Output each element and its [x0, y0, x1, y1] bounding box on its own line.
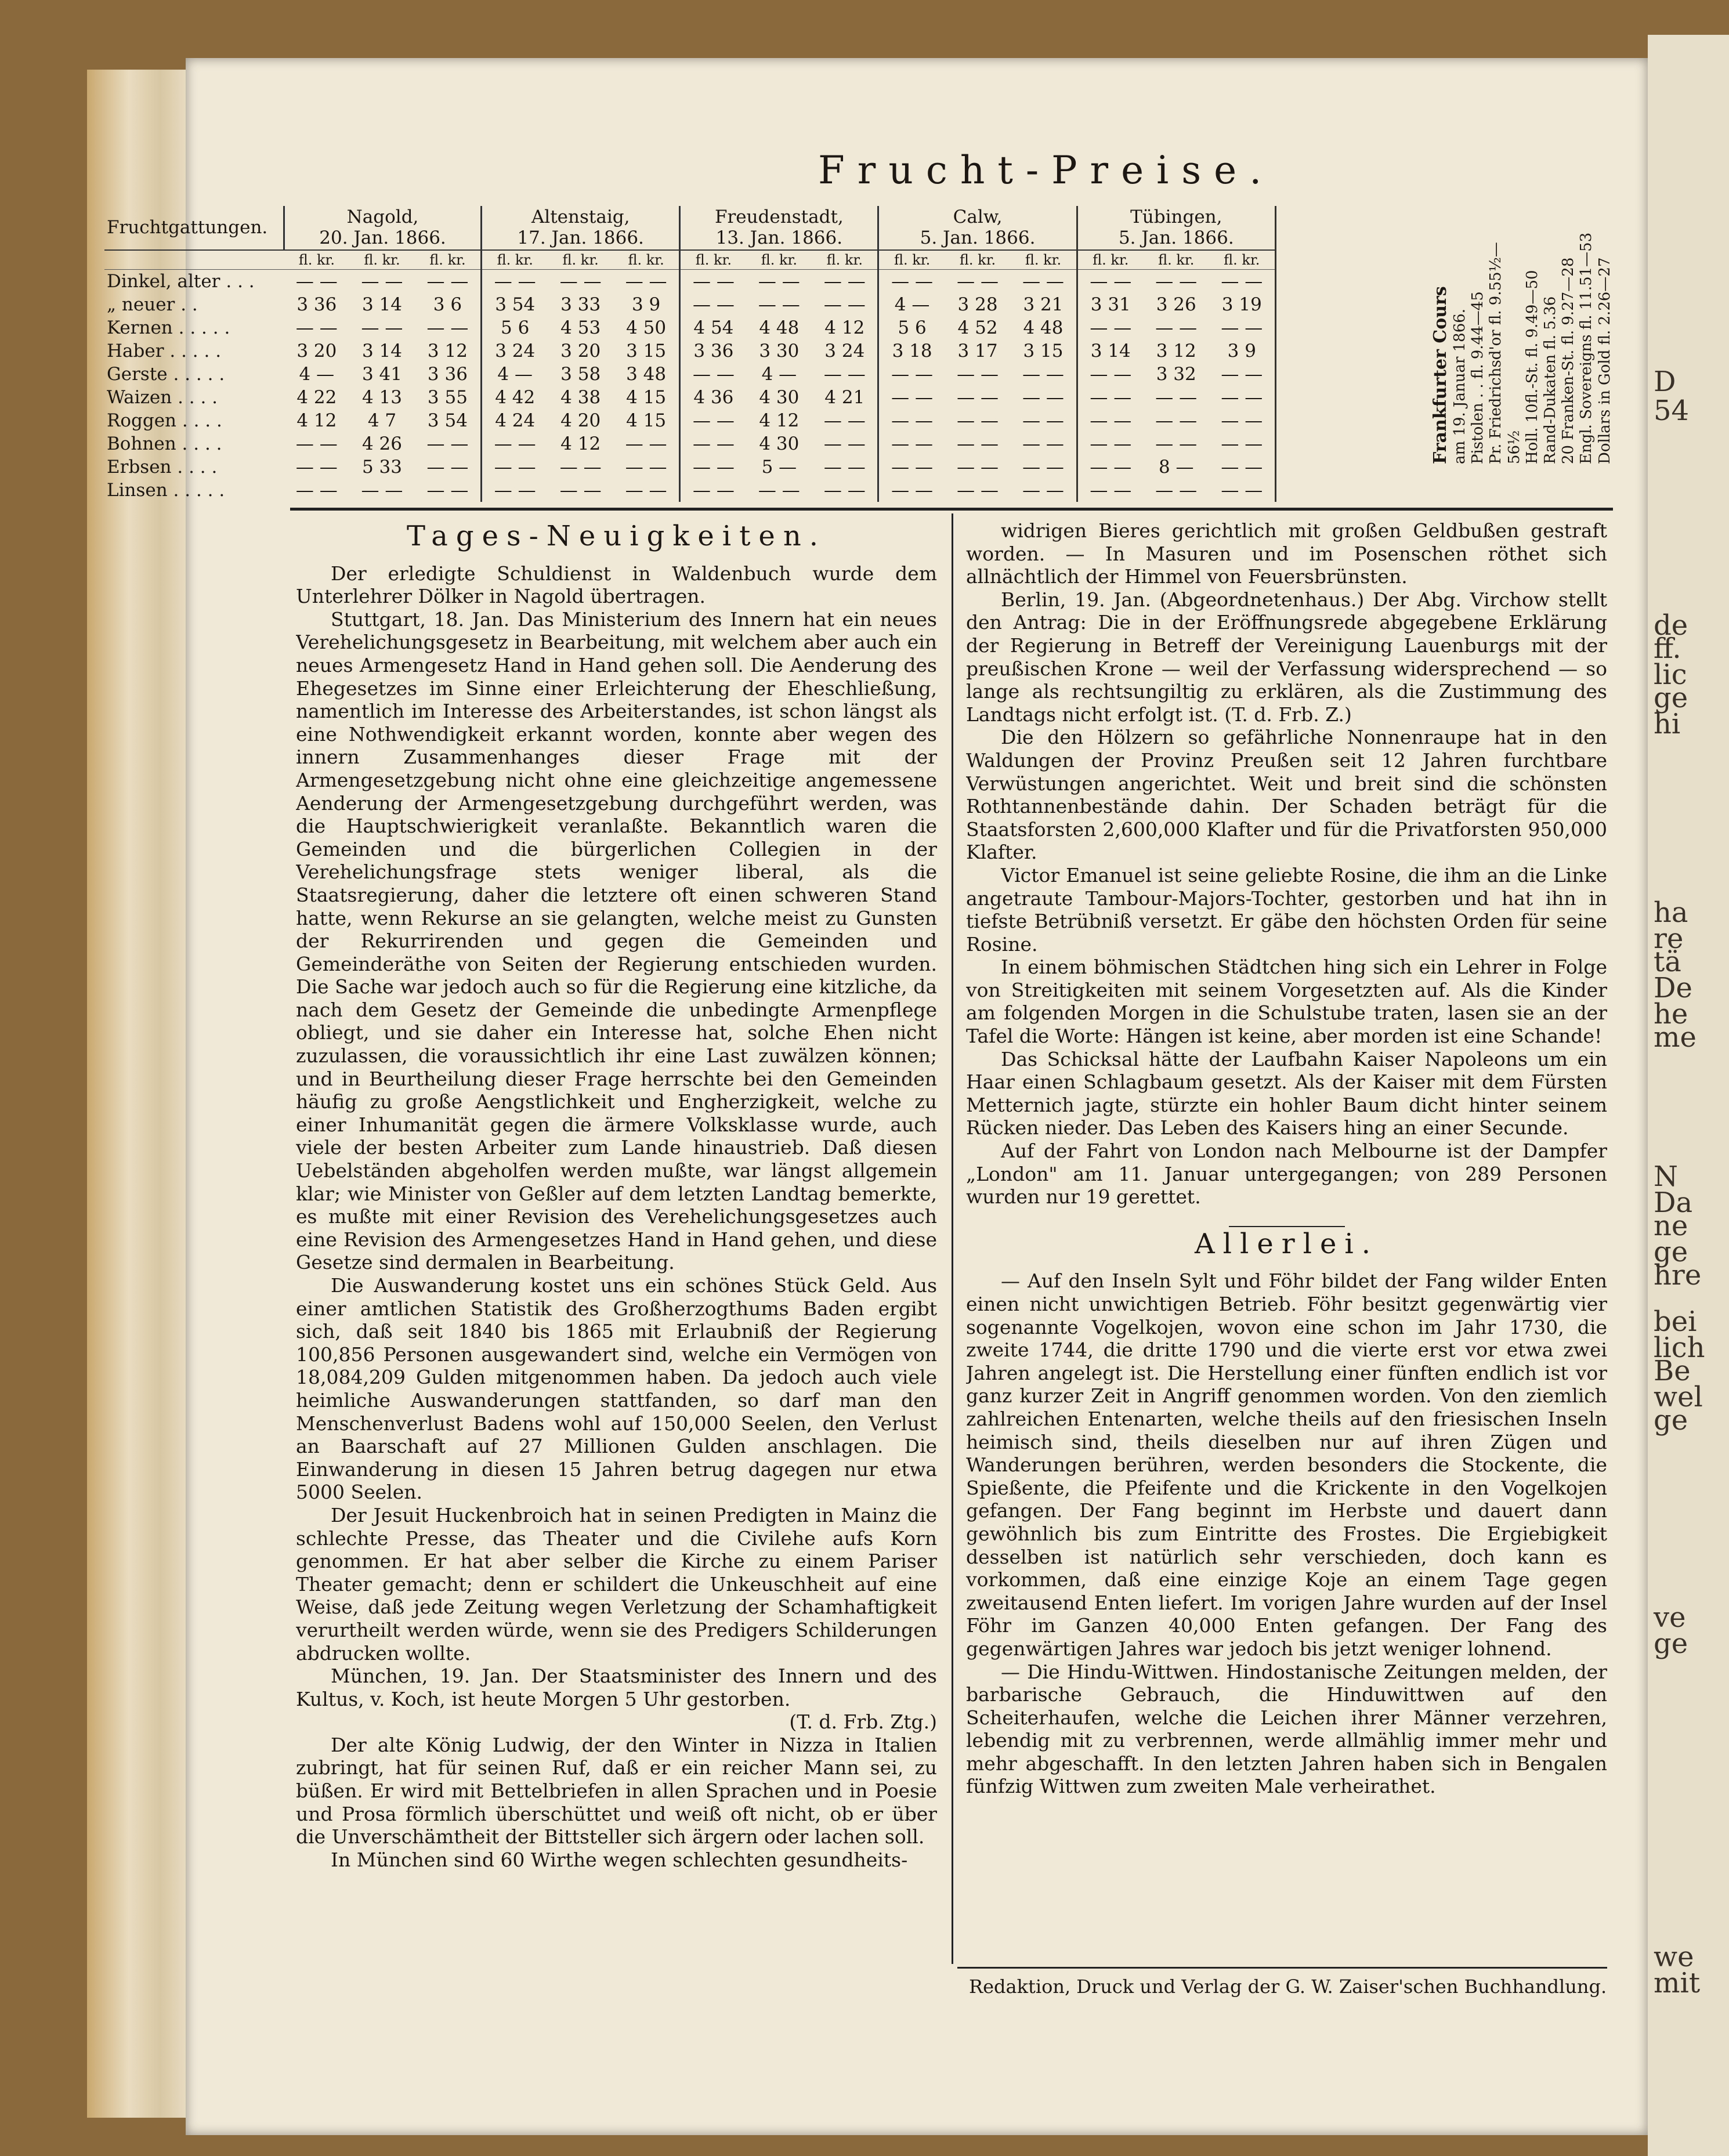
edge-fragment: ge — [1654, 1404, 1688, 1437]
edge-fragment: ff. — [1654, 632, 1681, 665]
price-cell: — — — [1209, 270, 1276, 294]
price-cell: 3 28 — [957, 294, 998, 316]
grain-name: Erbsen . . . . — [107, 457, 218, 478]
price-cell: 3 9 — [1209, 339, 1276, 363]
edge-fragment: hre — [1654, 1259, 1702, 1292]
price-cell: 3 21 — [1010, 293, 1077, 316]
price-cell: — — — [957, 433, 999, 455]
price-cell: 5 — — [761, 457, 797, 478]
price-cell: — — — [1090, 433, 1132, 455]
edge-fragment: De — [1654, 972, 1692, 1004]
price-cell: 3 36 — [693, 341, 734, 362]
price-cell: 4 15 — [613, 409, 680, 432]
edge-fragment: bei — [1654, 1305, 1697, 1338]
price-cell: 4 53 — [560, 317, 601, 339]
unit-label: fl. kr. — [878, 250, 945, 270]
exchange-line: Engl. Sovereigns fl. 11.51—53 — [1578, 232, 1596, 464]
article-paragraph: widrigen Bieres gerichtlich mit großen Geldbußen gestraft worden. — In Masuren und im Posenschen röthet sich allnächtlich der Himmel von Feuersbrünsten. — [966, 519, 1607, 588]
price-cell: 3 19 — [1209, 293, 1276, 316]
price-cell: 3 6 — [415, 293, 482, 316]
price-cell: — — — [1209, 409, 1276, 432]
edge-fragment: ne — [1654, 1210, 1688, 1242]
price-cell: 3 20 — [296, 341, 337, 362]
price-cell: — — — [1209, 479, 1276, 502]
edge-fragment: wel — [1654, 1381, 1703, 1413]
price-cell: — — — [957, 410, 999, 432]
price-cell: — — — [559, 480, 602, 501]
price-cell: — — — [692, 294, 735, 316]
price-cell: 3 36 — [415, 363, 482, 386]
price-cell: 4 12 — [759, 410, 800, 432]
edge-fragment: de — [1654, 609, 1688, 642]
price-cell: 4 22 — [296, 387, 337, 408]
price-cell: — — — [613, 479, 680, 502]
price-cell: — — — [891, 410, 934, 432]
article-paragraph: — Die Hindu-Wittwen. Hindostanische Zeitungen melden, der barbarische Gebrauch, die Hinduwittwen auf den Scheiterhaufen, welche die Leichen ihrer Männer verzehren, lebendig mit zu verbrennen, werde allmählig immer mehr und mehr abgeschafft. In den letzten Jahren haben sich in Bengalen fünfzig Wittwen zum zweiten Male verheirathet. — [966, 1660, 1607, 1798]
price-cell: 4 21 — [812, 386, 878, 409]
unit-label: fl. kr. — [1209, 250, 1276, 270]
price-cell: — — — [295, 480, 338, 501]
edge-fragment: Da — [1654, 1186, 1693, 1219]
edge-fragment: ha — [1654, 896, 1688, 929]
price-cell: — — — [1090, 317, 1132, 339]
edge-fragment: ge — [1654, 1236, 1688, 1268]
price-cell: 4 — — [497, 364, 533, 385]
unit-label: fl. kr. — [1077, 250, 1144, 270]
grain-name: Kernen . . . . . — [107, 317, 230, 339]
grain-name: Linsen . . . . . — [107, 480, 225, 501]
price-cell: — — — [295, 271, 338, 292]
price-cell: 3 15 — [613, 339, 680, 363]
price-cell: — — — [957, 364, 999, 385]
exchange-date: am 19. Januar 1866. — [1451, 308, 1468, 464]
price-cell: — — — [692, 271, 735, 292]
price-cell: — — — [494, 457, 536, 478]
edge-fragment: ge — [1654, 1627, 1688, 1660]
price-cell: — — — [1010, 386, 1077, 409]
unit-label: fl. kr. — [945, 250, 1011, 270]
grain-name: Waizen . . . . — [107, 387, 218, 408]
unit-label: fl. kr. — [680, 250, 747, 270]
unit-label: fl. kr. — [812, 250, 878, 270]
edge-fragment: re — [1654, 923, 1684, 955]
price-cell: — — — [415, 455, 482, 479]
price-cell: — — — [891, 457, 934, 478]
price-cell: 3 48 — [613, 363, 680, 386]
article-paragraph: Der alte König Ludwig, der den Winter in Nizza in Italien zubringt, hat für seinen Ruf, daß er ein reicher Mann sei, zu büßen. Er wird mit Bettelbriefen in allen Sprachen und in Poesie und Prosa förmlich überschüttet und weiß oft nicht, ob er über die Unverschämtheit der Bittsteller sich ärgern oder lachen soll. — [296, 1733, 937, 1848]
article-paragraph: In einem böhmischen Städtchen hing sich ein Lehrer in Folge von Streitigkeiten mit seinem Vorgesetzten auf. Als die Kinder am folgenden Morgen in die Schulstube traten, lasen sie an der Tafel die Worte: Hängen ist keine, aber morden ist eine Schande! — [966, 956, 1607, 1048]
price-cell: 4 30 — [759, 387, 800, 408]
footer-rule — [957, 1967, 1607, 1969]
price-cell: — — — [812, 293, 878, 316]
market-header: Calw, 5. Jan. 1866. — [878, 206, 1077, 250]
price-cell: — — — [295, 457, 338, 478]
price-cell: 4 12 — [560, 433, 601, 455]
price-cell: — — — [1209, 363, 1276, 386]
article-paragraph: Auf der Fahrt von London nach Melbourne ist der Dampfer „London" am 11. Januar untergegangen; von 289 Personen wurden nur 19 gerettet. — [966, 1140, 1607, 1209]
price-row — [104, 409, 1276, 432]
price-cell: — — — [812, 455, 878, 479]
left-column — [296, 519, 937, 1967]
price-cell: — — — [957, 271, 999, 292]
price-cell: 3 15 — [1010, 339, 1077, 363]
price-cell: 3 14 — [1090, 341, 1131, 362]
market-header: Nagold, 20. Jan. 1866. — [284, 206, 482, 250]
exchange-line: Pistolen . . fl. 9.44—45 — [1469, 291, 1487, 464]
price-cell: 4 12 — [812, 316, 878, 339]
article-paragraph: Der erledigte Schuldienst in Waldenbuch wurde dem Unterlehrer Dölker in Nagold übertragen. — [296, 562, 937, 608]
price-cell: — — — [415, 432, 482, 455]
market-header: Freudenstadt, 13. Jan. 1866. — [680, 206, 878, 250]
edge-fragment: ve — [1654, 1601, 1686, 1634]
price-cell: — — — [1010, 363, 1077, 386]
price-cell: 4 48 — [759, 317, 800, 339]
price-cell: 4 12 — [296, 410, 337, 432]
imprint: Redaktion, Druck und Verlag der G. W. Zaiser'schen Buchhandlung. — [969, 1976, 1607, 1998]
price-cell: — — — [692, 480, 735, 501]
unit-label: fl. kr. — [1144, 250, 1209, 270]
unit-label: fl. kr. — [613, 250, 680, 270]
price-cell: — — — [494, 271, 536, 292]
price-cell: 3 20 — [560, 341, 601, 362]
price-cell: — — — [415, 479, 482, 502]
price-cell: — — — [559, 271, 602, 292]
price-cell: — — — [1010, 270, 1077, 294]
price-row — [104, 386, 1276, 409]
price-cell: 4 7 — [367, 410, 397, 432]
price-cell: — — — [957, 457, 999, 478]
price-cell: 3 9 — [613, 293, 680, 316]
price-row — [104, 479, 1276, 502]
price-cell: — — — [1010, 479, 1077, 502]
price-cell: — — — [957, 480, 999, 501]
price-cell: 4 54 — [693, 317, 734, 339]
section-heading: Allerlei. — [1194, 1227, 1379, 1260]
price-cell: 3 12 — [415, 339, 482, 363]
price-cell: 3 36 — [296, 294, 337, 316]
price-cell: 3 31 — [1090, 294, 1131, 316]
price-cell: — — — [1155, 317, 1198, 339]
price-cell: 3 41 — [361, 364, 402, 385]
price-cell: 5 33 — [361, 457, 402, 478]
article-paragraph: (T. d. Frb. Ztg.) — [789, 1710, 937, 1734]
price-cell: 3 14 — [361, 341, 402, 362]
adjacent-page-edge — [1648, 35, 1729, 2156]
exchange-line: Rand-Dukaten fl. 5.36 — [1541, 296, 1559, 464]
price-cell: 3 26 — [1156, 294, 1196, 316]
price-row — [104, 293, 1276, 316]
price-cell: 4 36 — [693, 387, 734, 408]
price-cell: 3 12 — [1156, 341, 1196, 362]
edge-fragment: lich — [1654, 1332, 1705, 1364]
edge-fragment: he — [1654, 998, 1688, 1030]
section-heading: Tages-Neuigkeiten. — [407, 520, 826, 552]
price-cell: 8 — — [1158, 457, 1194, 478]
market-header: Altenstaig, 17. Jan. 1866. — [482, 206, 680, 250]
edge-fragment: hi — [1654, 708, 1681, 740]
price-cell: 3 33 — [560, 294, 601, 316]
price-cell: 3 18 — [892, 341, 932, 362]
page-title: Frucht-Preise. — [818, 148, 1275, 193]
price-cell: — — — [891, 364, 934, 385]
article-paragraph: Der Jesuit Huckenbroich hat in seinen Predigten in Mainz die schlechte Presse, das Theater und die Civilehe aufs Korn genommen. Er hat aber selber die Kirche zu einem Pariser Theater gemacht; denn er schildert die Unkeuschheit auf eine Weise, daß jede Zeitung wegen Verletzung der Schamhaftigkeit verurtheilt werden würde, wenn sie des Predigers Schilderungen abdrucken wollte. — [296, 1503, 937, 1665]
article-paragraph: — Auf den Inseln Sylt und Föhr bildet der Fang wilder Enten einen nicht unwichtigen Betrieb. Föhr besitzt gegenwärtig vier sogenannte Vogelkojen, wovon eine schon im Jahr 1730, die zweite 1744, die dritte 1790 und die vierte erst vor etwa zwei Jahren angelegt ist. Die Herstellung einer fünften endlich ist vor ganz kurzer Zeit in Angriff genommen worden. Von den ziemlich zahlreichen Entenarten, welche theils auf den friesischen Inseln heimisch sind, theils dieselben nur auf ihren Zügen und Wanderungen berühren, werden besonders die Stockente, die Spießente, die Pfeifente und die Krickente in den Vogelkojen gefangen. Der Fang beginnt im Herbste und dauert dann gewöhnlich bis zum Eintritte des Frostes. Die Ergiebigkeit desselben ist natürlich sehr verschieden, doch kann es vorkommen, daß eine einzige Koje an einem Tage gegen zweitausend Enten liefert. Im vorigen Jahre wurden auf der Insel Föhr im Ganzen 40,000 Enten gefangen. Der Fang des gegenwärtigen Jahres war jedoch bis jetzt weniger lohnend. — [966, 1269, 1607, 1660]
rule — [290, 508, 1613, 511]
price-cell: — — — [812, 432, 878, 455]
exchange-line: Dollars in Gold fl. 2.26—27 — [1596, 257, 1614, 464]
exchange-line: 20 Franken-St. fl. 9.27—28 — [1560, 257, 1578, 464]
article-paragraph: Die Auswanderung kostet uns ein schönes Stück Geld. Aus einer amtlichen Statistik des Großherzogthums Baden ergibt sich, daß seit 1840 bis 1865 mit Erlaubniß der Regierung 100,856 Personen ausgewandert sind, welche ein Vermögen von 18,084,209 Gulden mitgenommen haben. Da jedoch auch viele heimliche Auswanderungen stattfanden, so darf man den Menschenverlust Badens wohl auf 150,000 Seelen, den Verlust an Baarschaft auf 27 Millionen Gulden anschlagen. Die Einwanderung in diesen 15 Jahren betrug dagegen nur etwa 5000 Seelen. — [296, 1274, 937, 1504]
price-cell: — — — [1209, 316, 1276, 339]
price-cell: — — — [1155, 480, 1198, 501]
price-cell: — — — [1155, 433, 1198, 455]
price-cell: — — — [891, 271, 934, 292]
edge-fragment: we — [1654, 1941, 1694, 1973]
edge-fragment: mit — [1654, 1967, 1701, 1999]
price-cell: — — — [361, 317, 403, 339]
price-cell: 4 24 — [495, 410, 536, 432]
price-cell: — — — [891, 387, 934, 408]
market-header: Tübingen, 5. Jan. 1866. — [1077, 206, 1275, 250]
price-cell: — — — [891, 433, 934, 455]
unit-label: fl. kr. — [548, 250, 613, 270]
price-row — [104, 432, 1276, 455]
price-cell: 4 13 — [361, 387, 402, 408]
article-paragraph: Berlin, 19. Jan. (Abgeordnetenhaus.) Der Abg. Virchow stellt den Antrag: Die in der Eröffnungsrede abgegebene Erklärung der Regierung in Betreff der Vereinigung Lauenburgs mit der preußischen Krone — weil der Verfassung widersprechend — so lange als rechtsungiltig zu erklären, als die Zustimmung des Landtags nicht erfolgt ist. (T. d. Frb. Z.) — [966, 588, 1607, 726]
price-table — [104, 206, 1276, 502]
price-row — [104, 316, 1276, 339]
price-cell: — — — [1155, 387, 1198, 408]
price-cell: — — — [758, 480, 800, 501]
price-cell: 4 — — [761, 364, 797, 385]
price-cell: — — — [1090, 271, 1132, 292]
edge-fragment: N — [1654, 1160, 1678, 1193]
price-cell: — — — [758, 271, 800, 292]
price-cell: — — — [812, 270, 878, 294]
price-cell: — — — [1155, 271, 1198, 292]
price-cell: — — — [1209, 455, 1276, 479]
price-cell: — — — [361, 480, 403, 501]
price-row — [104, 339, 1276, 363]
price-cell: 5 6 — [501, 317, 530, 339]
edge-fragment: 54 — [1654, 395, 1690, 427]
price-cell: 3 30 — [759, 341, 800, 362]
price-cell: — — — [295, 433, 338, 455]
price-cell: — — — [692, 433, 735, 455]
price-cell: 3 24 — [812, 339, 878, 363]
price-cell: 3 58 — [560, 364, 601, 385]
unit-label: fl. kr. — [747, 250, 812, 270]
price-cell: — — — [494, 480, 536, 501]
price-cell: — — — [1209, 386, 1276, 409]
price-cell: 4 — — [299, 364, 335, 385]
price-cell: 3 24 — [495, 341, 536, 362]
price-cell: — — — [1090, 410, 1132, 432]
price-cell: — — — [1010, 455, 1077, 479]
price-cell: — — — [1155, 410, 1198, 432]
price-cell: 4 26 — [361, 433, 402, 455]
edge-fragment: me — [1654, 1021, 1697, 1054]
unit-label: fl. kr. — [1010, 250, 1077, 270]
grain-name: Roggen . . . . — [107, 410, 222, 432]
article-paragraph: Stuttgart, 18. Jan. Das Ministerium des Innern hat ein neues Verehelichungsgesetz in Bearbeitung, mit welchem aber auch ein neues Armengesetz Hand in Hand gehen soll. Die Aenderung des Ehegesetzes im Sinne einer Erleichterung der Eheschließung, namentlich im Interesse des Arbeiterstandes, ist schon längst als eine Nothwendigkeit erkannt worden, konnte aber wegen des innern Zusammenhanges dieser Frage mit der Armengesetzgebung nicht ohne eine gleichzeitige angemessene Aenderung der Armengesetzgebung durchgeführt werden, was die Hauptschwierigkeit veranlaßte. Bekanntlich waren die Gemeinden und die bürgerlichen Collegien in der Verehelichungsfrage stets weniger liberal, als die Staatsregierung, daher die letztere oft einen schweren Stand hatte, wenn Rekurse an sie gelangten, welche meist zu Gunsten der Rekurrirenden und gegen die Gemeinden und Gemeinderäthe von Seiten der Regierung entschieden wurden. Die Sache war jedoch auch so für die Regierung eine kitzliche, da nach dem Gesetz der Gemeinde die unbedingte Armenpflege obliegt, und sie daher ein Interesse hat, solche Ehen nicht zuzulassen, die voraussichtlich ihr eine Last zuwälzen können; und in Beurtheilung dieser Frage herrschte bei den Gemeinden häufig zu große Aengstlichkeit und Engherzigkeit, welche zu einer Inhumanität gegen die ärmere Volksklasse wurde, auch viele der besten Arbeiter zum Lande hinaustrieb. Daß diesen Uebelständen abgeholfen werden mußte, war längst allgemein klar; wie Minister von Geßler auf dem letzten Landtag bemerkte, es mußte mit einer Revision des Verehelichungsgesetzes auch eine Revision des Armengesetzes Hand in Hand gehen, und diese Gesetze sind dermalen in Bearbeitung. — [296, 607, 937, 1274]
price-cell: — — — [1209, 432, 1276, 455]
price-cell: 4 20 — [560, 410, 601, 432]
edge-fragment: Be — [1654, 1355, 1691, 1387]
exchange-line: Pr. Friedrichsd'or fl. 9.55½—56½ — [1487, 242, 1523, 464]
price-cell: — — — [692, 364, 735, 385]
grain-name: Bohnen . . . . — [107, 433, 222, 455]
price-cell: — — — [613, 455, 680, 479]
article-paragraph: Victor Emanuel ist seine geliebte Rosine, die ihm an die Linke angetraute Tambour-Majors-Tochter, gestorben und hat ihn in tiefste Betrübniß versetzt. Er gäbe den höchsten Orden für seine Rosine. — [966, 863, 1607, 956]
grain-name: Dinkel, alter . . . — [107, 271, 255, 292]
price-cell: 3 17 — [957, 341, 998, 362]
price-cell: 4 30 — [759, 433, 800, 455]
price-cell: 3 32 — [1156, 364, 1196, 385]
price-cell: — — — [812, 409, 878, 432]
price-cell: 3 55 — [415, 386, 482, 409]
price-row — [104, 455, 1276, 479]
price-cell: — — — [891, 480, 934, 501]
price-cell: — — — [1010, 432, 1077, 455]
price-cell: — — — [1010, 409, 1077, 432]
exchange-title: Frankfurter Cours — [1430, 286, 1451, 464]
article-paragraph: München, 19. Jan. Der Staatsminister des Innern und des Kultus, v. Koch, ist heute Morgen 5 Uhr gestorben. — [296, 1665, 937, 1710]
edge-fragment: ge — [1654, 682, 1688, 714]
price-cell: 4 38 — [560, 387, 601, 408]
edge-fragment: lic — [1654, 659, 1687, 691]
price-cell: 3 14 — [361, 294, 402, 316]
price-cell: — — — [1090, 364, 1132, 385]
article-paragraph: Die den Hölzern so gefährliche Nonnenraupe hat in den Waldungen der Provinz Preußen seit 12 Jahren furchtbare Verwüstungen angerichtet. Weit und breit sind die schönsten Rothtannenbestände dahin. Der Schaden beträgt für die Staatsforsten 2,600,000 Klafter und für die Privatforsten 950,000 Klafter. — [966, 726, 1607, 864]
edge-fragment: tä — [1654, 946, 1681, 978]
article-paragraph: Das Schicksal hätte der Laufbahn Kaiser Napoleons um ein Haar einen Schlagbaum gesetzt. Als der Kaiser mit dem Fürsten Metternich jagte, stürzte ein hohler Baum dicht hinter seinem Rücken nieder. Das Leben des Kaisers hing an einer Secunde. — [966, 1047, 1607, 1140]
price-cell: 5 6 — [898, 317, 927, 339]
price-cell: 4 42 — [495, 387, 536, 408]
price-cell: 4 52 — [957, 317, 998, 339]
grain-name: Haber . . . . . — [107, 341, 222, 362]
exchange-rates-box — [1430, 209, 1614, 464]
price-cell: — — — [361, 271, 403, 292]
price-cell: — — — [613, 270, 680, 294]
unit-label: fl. kr. — [482, 250, 548, 270]
edge-fragment: D — [1654, 366, 1676, 398]
price-row — [104, 270, 1276, 294]
unit-label: fl. kr. — [284, 250, 350, 270]
price-table-header-first: Fruchtgattungen. — [104, 206, 284, 250]
price-cell: — — — [692, 457, 735, 478]
price-cell: — — — [1090, 480, 1132, 501]
price-cell: 4 — — [894, 294, 930, 316]
price-cell: 4 50 — [613, 316, 680, 339]
price-cell: — — — [1090, 387, 1132, 408]
grain-name: „ neuer . . — [107, 294, 198, 316]
price-cell: — — — [692, 410, 735, 432]
price-cell: 4 48 — [1010, 316, 1077, 339]
price-cell: — — — [295, 317, 338, 339]
exchange-line: Holl. 10fl.-St. fl. 9.49—50 — [1523, 270, 1541, 464]
price-cell: — — — [758, 294, 800, 316]
rule — [1229, 1226, 1345, 1227]
price-cell: — — — [812, 363, 878, 386]
price-row — [104, 363, 1276, 386]
price-cell: — — — [613, 432, 680, 455]
price-cell: — — — [415, 270, 482, 294]
unit-label: fl. kr. — [349, 250, 415, 270]
price-cell: — — — [559, 457, 602, 478]
unit-label: fl. kr. — [415, 250, 482, 270]
price-cell: — — — [812, 479, 878, 502]
price-cell: — — — [1090, 457, 1132, 478]
price-cell: — — — [957, 387, 999, 408]
price-cell: 4 15 — [613, 386, 680, 409]
price-table-sub-label — [104, 250, 284, 270]
price-cell: 3 54 — [415, 409, 482, 432]
article-paragraph: In München sind 60 Wirthe wegen schlechten gesundheits- — [331, 1848, 908, 1871]
right-column — [966, 519, 1607, 1967]
grain-name: Gerste . . . . . — [107, 364, 225, 385]
price-cell: 3 54 — [495, 294, 536, 316]
price-cell: — — — [415, 316, 482, 339]
column-divider — [952, 513, 953, 1964]
price-cell: — — — [494, 433, 536, 455]
